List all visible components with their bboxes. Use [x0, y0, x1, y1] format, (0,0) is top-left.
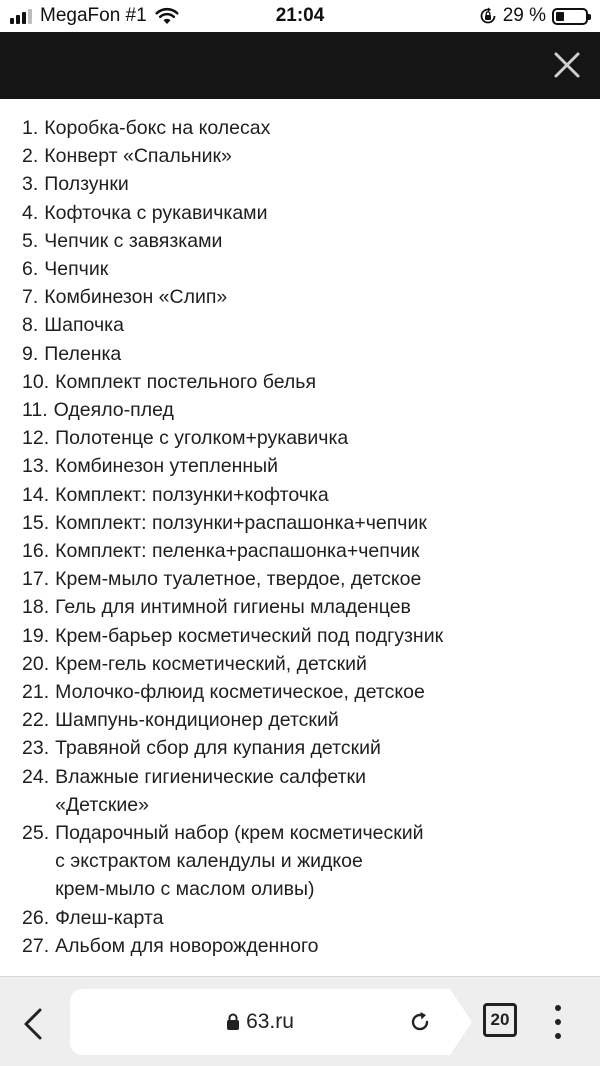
tabs-button[interactable]: 20: [483, 1003, 517, 1037]
wifi-icon: [155, 7, 179, 25]
item-number: 12.: [22, 427, 50, 450]
item-text: Молочко-флюид косметическое, детское: [55, 681, 425, 704]
list-item: [22, 565, 582, 593]
browser-toolbar: [0, 976, 600, 1066]
signal-icon: [10, 8, 32, 24]
item-number: 20.: [22, 652, 50, 675]
item-text: Полотенце с уголком+рукавичка: [55, 427, 349, 450]
item-number: 9.: [22, 342, 39, 365]
list-item: [22, 593, 582, 621]
item-text: Одеяло-плед: [53, 399, 174, 422]
item-list: [22, 114, 582, 960]
item-text: Комплект: ползунки+кофточка: [55, 483, 329, 506]
item-number: 21.: [22, 681, 50, 704]
item-text: Подарочный набор (крем косметический с экстрактом календулы и жидкое крем-мыло с маслом оливы): [55, 822, 424, 901]
reload-icon[interactable]: [408, 1010, 432, 1034]
status-time: 21:04: [275, 5, 325, 26]
list-item: [22, 706, 582, 734]
list-item: [22, 481, 582, 509]
rotation-lock-icon: [479, 7, 497, 25]
item-text: Комплект постельного белья: [55, 370, 317, 393]
item-number: 2.: [22, 145, 39, 168]
item-number: 18.: [22, 596, 50, 619]
status-bar: [0, 0, 600, 32]
url-text: 63.ru: [246, 1010, 294, 1033]
item-text: Кофточка с рукавичками: [44, 201, 268, 224]
status-left: [10, 5, 179, 27]
viewer-header: [0, 32, 600, 99]
item-number: 6.: [22, 258, 39, 281]
battery-icon: [552, 8, 588, 25]
list-item: [22, 114, 582, 142]
list-item: [22, 424, 582, 452]
item-number: 1.: [22, 117, 39, 139]
content-area: [22, 114, 582, 960]
item-number: 22.: [22, 709, 50, 732]
item-text: Крем-гель косметический, детский: [55, 652, 367, 675]
item-number: 14.: [22, 483, 50, 506]
back-icon[interactable]: [20, 1007, 46, 1041]
item-number: 15.: [22, 511, 50, 534]
item-number: 4.: [22, 201, 39, 224]
item-text: Флеш-карта: [55, 906, 164, 929]
item-text: Пеленка: [44, 342, 122, 365]
item-text: Чепчик: [44, 258, 109, 281]
item-number: 17.: [22, 568, 50, 591]
list-item: [22, 283, 582, 311]
list-item: [22, 678, 582, 706]
list-item: [22, 142, 582, 170]
item-number: 27.: [22, 934, 50, 957]
item-text: Крем-мыло туалетное, твердое, детское: [55, 568, 422, 591]
item-number: 7.: [22, 286, 39, 309]
list-item: [22, 650, 582, 678]
item-number: 19.: [22, 624, 50, 647]
item-number: 26.: [22, 906, 50, 929]
item-text: Ползунки: [44, 173, 129, 196]
item-text: Крем-барьер косметический под подгузник: [55, 624, 444, 647]
item-text: Альбом для новорожденного: [55, 934, 319, 957]
list-item: [22, 622, 582, 650]
list-item: [22, 311, 582, 339]
item-number: 13.: [22, 455, 50, 478]
item-number: 16.: [22, 540, 50, 563]
list-item: [22, 396, 582, 424]
item-number: 25.: [22, 822, 50, 845]
item-number: 3.: [22, 173, 39, 196]
more-icon[interactable]: [548, 1005, 568, 1039]
list-item: [22, 452, 582, 480]
list-item: [22, 255, 582, 283]
item-number: 11.: [22, 399, 48, 422]
list-item: [22, 199, 582, 227]
list-item: [22, 368, 582, 396]
item-text: Чепчик с завязками: [44, 229, 223, 252]
item-number: 5.: [22, 229, 39, 252]
list-item: [22, 932, 582, 960]
item-text: Комбинезон утепленный: [55, 455, 279, 478]
list-item: [22, 904, 582, 932]
status-right: [479, 5, 588, 27]
close-icon[interactable]: [552, 50, 582, 80]
list-item: [22, 340, 582, 368]
list-item: [22, 170, 582, 198]
battery-percent: 29 %: [502, 5, 546, 26]
list-item: [22, 537, 582, 565]
item-number: 23.: [22, 737, 50, 760]
list-item: [22, 734, 582, 762]
item-number: 10.: [22, 370, 50, 393]
item-text: Шампунь-кондиционер детский: [55, 709, 339, 732]
address-bar[interactable]: [70, 989, 450, 1055]
item-number: 8.: [22, 314, 39, 337]
item-text: Комплект: пеленка+распашонка+чепчик: [55, 540, 420, 563]
item-text: Конверт «Спальник»: [44, 145, 232, 168]
item-text: Влажные гигиенические салфетки «Детские»: [55, 765, 366, 816]
item-text: Травяной сбор для купания детский: [55, 737, 381, 760]
item-number: 24.: [22, 765, 50, 788]
list-item: [22, 509, 582, 537]
item-text: Комплект: ползунки+распашонка+чепчик: [55, 511, 427, 534]
item-text: Шапочка: [44, 314, 124, 337]
item-text: Комбинезон «Слип»: [44, 286, 228, 309]
list-item: [22, 763, 582, 819]
list-item: [22, 819, 582, 904]
lock-icon: [226, 1013, 240, 1031]
list-item: [22, 227, 582, 255]
item-text: Коробка-бокс на колесах: [44, 117, 271, 139]
battery-fill: [556, 12, 564, 21]
item-text: Гель для интимной гигиены младенцев: [55, 596, 411, 619]
carrier-name: MegaFon #1: [40, 5, 147, 26]
